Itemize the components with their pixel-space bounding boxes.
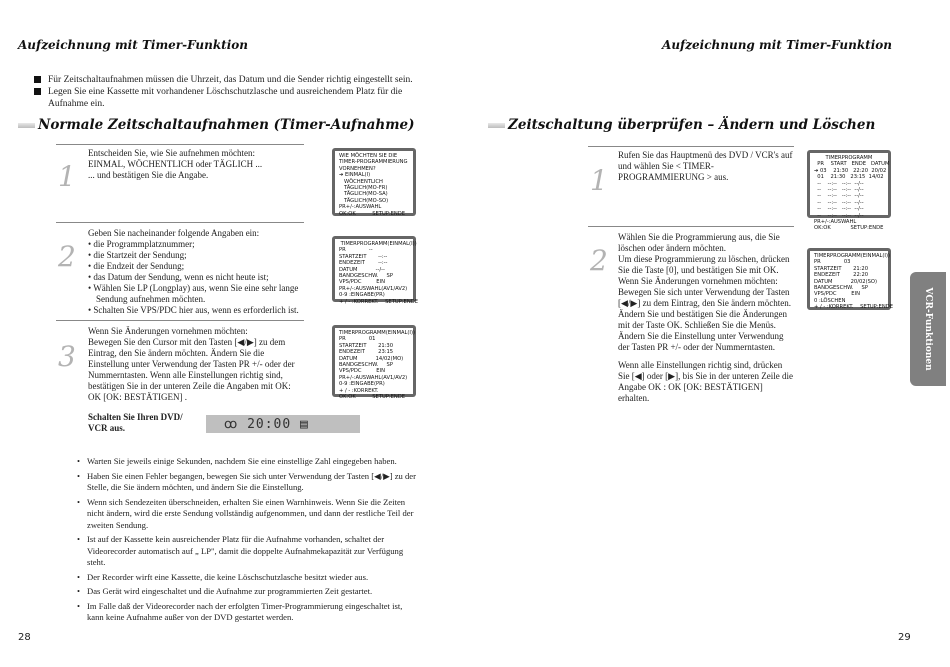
- switch-off-label: Schalten Sie Ihren DVD/ VCR aus.: [88, 412, 183, 433]
- divider: [56, 144, 304, 145]
- note-item: • Das Gerät wird eingeschaltet und die Aufnahme zur programmierten Zeit gestartet.: [76, 586, 421, 598]
- step-number: 2: [590, 244, 608, 277]
- section-title-left: Normale Zeitschaltaufnahmen (Timer-Aufnahme): [35, 117, 417, 133]
- right-step-1-text: Rufen Sie das Hauptmenü des DVD / VCR's auf und wählen Sie < TIMER-PROGRAMMIERUNG > aus.: [618, 150, 793, 182]
- square-bullet-icon: [34, 76, 41, 83]
- page-number-left: 28: [18, 632, 31, 643]
- note-item: • Der Recorder wirft eine Kassette, die keine Löschschutzlasche besitzt wieder aus.: [76, 572, 421, 584]
- page-number-right: 29: [898, 632, 911, 643]
- note-item: • Warten Sie jeweils einige Sekunden, nachdem Sie eine einstellige Zahl eingegeben haben.: [76, 456, 421, 468]
- note-item: • Ist auf der Kassette kein ausreichender Platz für die Aufnahme vorhanden, schaltet der Videorecorder automatisch auf „ LP", damit die doppelte Aufnahmekapazität zur Verfügung steht.: [76, 534, 421, 569]
- side-tab-vcr-functions: VCR-Funktionen: [910, 272, 946, 386]
- note-item: • Im Falle daß der Videorecorder nach der erfolgten Timer-Programmierung eingeschaltet ist, kann keine Aufnahme außer von der DVD gestartet werden.: [76, 601, 421, 624]
- step-number: 2: [58, 240, 76, 273]
- step-2-text: Geben Sie nacheinander folgende Angaben ein: • die Programmplatznummer; • die Startzeit der Sendung; • die Endzeit der Sendung; • das Datum der Sendung, wenn es nicht heute ist; • Wählen Sie LP (Longplay) aus, wenn Sie eine sehr lange Sendung aufnehmen möchten. • Schalten Sie VPS/PDC hier aus, wenn es erforderlich ist.: [88, 228, 299, 315]
- note-item: • Wenn sich Sendezeiten überschneiden, erhalten Sie einen Warnhinweis. Wenn Sie die Zeiten nicht ändern, wird die erste Sendung vollständig aufgenommen, und dann der restliche Teil der zweiten Sendung.: [76, 497, 421, 532]
- step-1-text: Entscheiden Sie, wie Sie aufnehmen möchten: EINMAL, WÖCHENTLICH oder TÄGLICH ... ... und bestätigen Sie die Angabe.: [88, 148, 263, 180]
- divider: [588, 226, 794, 227]
- osd-screen-timer-mode: WIE MÖCHTEN SIE DIE TIMER-PROGRAMMIERUNG VORNEHMEN? ➔ EINMAL(I) WÖCHENTLICH TÄGLICH(MO-FR) TÄGLICH(MO-SA) TÄGLICH(MO-SO) PR+/-:AUSWAHL OK:OK SETUP:ENDE: [332, 148, 416, 216]
- divider: [56, 320, 304, 321]
- divider: [588, 146, 794, 147]
- intro: [34, 74, 419, 110]
- step-number: 1: [58, 160, 76, 193]
- section-title-right: Zeitschaltung überprüfen – Ändern und Löschen: [505, 117, 878, 133]
- osd-screen-timer-list: TIMERPROGRAMM PR START ENDE DATUM ➔ 03 21:30 22:20 20/02 01 21:30 23:15 14/02 -- --:-- --:-- --/-- -- --:-- --:-- --/-- -- --:-- --:-- --/-- -- --:-- --:-- --/-- -- --:-- --:-- --/-- -- --:-- --:-- --/-- PR+/-:AUSWAHL OK:OK SETUP:ENDE: [807, 150, 891, 218]
- intro-item: Für Zeitschaltaufnahmen müssen die Uhrzeit, das Datum und die Sender richtig eingestellt sein.: [34, 74, 419, 86]
- osd-screen-timer-entry-empty: TIMERPROGRAMM(EINMAL(I)) PR -- STARTZEIT --:-- ENDEZEIT --:-- DATUM --/-- BANDGESCHW. SP VPS/PDC EIN PR+/-:AUSWAHL(AV1/AV2) 0-9 :EINGABE(PR) + / - :KORREKT. SETUP:ENDE: [332, 236, 416, 302]
- notes-list: [76, 456, 421, 627]
- step-number: 3: [58, 340, 76, 373]
- clock-display: ꝏ 20:00 ▤: [224, 416, 309, 432]
- osd-screen-timer-edit: TIMERPROGRAMM(EINMAL(I)) PR 03 STARTZEIT 21:20 ENDEZEIT 22:20 DATUM 20/02(SO) BANDGESCHW. SP VPS/PDC EIN 0 :LÖSCHEN + / - :KORREKT. SETUP:ENDE: [807, 248, 891, 310]
- square-bullet-icon: [34, 88, 41, 95]
- header-left: Aufzeichnung mit Timer-Funktion: [18, 38, 248, 52]
- step-number: 1: [590, 164, 608, 197]
- divider: [56, 222, 304, 223]
- intro-item: Legen Sie eine Kassette mit vorhandener Löschschutzlasche und ausreichendem Platz für die Aufnahme ein.: [34, 86, 419, 110]
- osd-screen-timer-entry-filled: TIMERPROGRAMM(EINMAL(I)) PR 01 STARTZEIT 21:30 ENDEZEIT 23:15 DATUM 14/02(MO) BANDGESCHW. SP VPS/PDC EIN PR+/-:AUSWAHL(AV1/AV2) 0-9 :EINGABE(PR) + / - :KORREKT. OK:OK SETUP:ENDE: [332, 325, 416, 397]
- note-item: • Haben Sie einen Fehler begangen, bewegen Sie sich unter Verwendung der Tasten [◀/▶] zu der Stelle, die Sie ändern möchten, und ändern Sie die Einstellung.: [76, 471, 421, 494]
- vcr-display: [206, 415, 360, 433]
- right-step-2-text: Wählen Sie die Programmierung aus, die Sie löschen oder ändern möchten. Um diese Programmierung zu löschen, drücken Sie die Taste [0], und bestätigen Sie mit OK. Wenn Sie Änderungen vornehmen möchten: Bewegen Sie sich unter Verwendung der Tasten [◀/▶] zu dem Eintrag, den Sie ändern möchten. Ändern Sie und bestätigen Sie die Änderungen mit der Taste OK. Schließen Sie die Menüs. Ändern Sie die Einstellung unter Verwendung der Tasten PR +/- oder der Nummerntasten. Wenn alle Einstellungen richtig sind, drücken Sie [◀] oder [▶], bis Sie in der unteren Zeile die Angabe OK : OK [OK: BESTÄTIGEN] erhalten.: [618, 232, 794, 403]
- header-right: Aufzeichnung mit Timer-Funktion: [662, 38, 892, 52]
- step-3-text: Wenn Sie Änderungen vornehmen möchten: Bewegen Sie den Cursor mit den Tasten [◀/▶] zu dem Eintrag, den Sie ändern möchten. Ändern Sie die Einstellung unter Verwendung der Tasten PR +/- oder der Nummerntasten. Wenn alle Einstellungen richtig sind, bestätigen Sie in der unteren Zeile die Angaben mit OK: OK [OK: BESTÄTIGEN] .: [88, 326, 295, 402]
